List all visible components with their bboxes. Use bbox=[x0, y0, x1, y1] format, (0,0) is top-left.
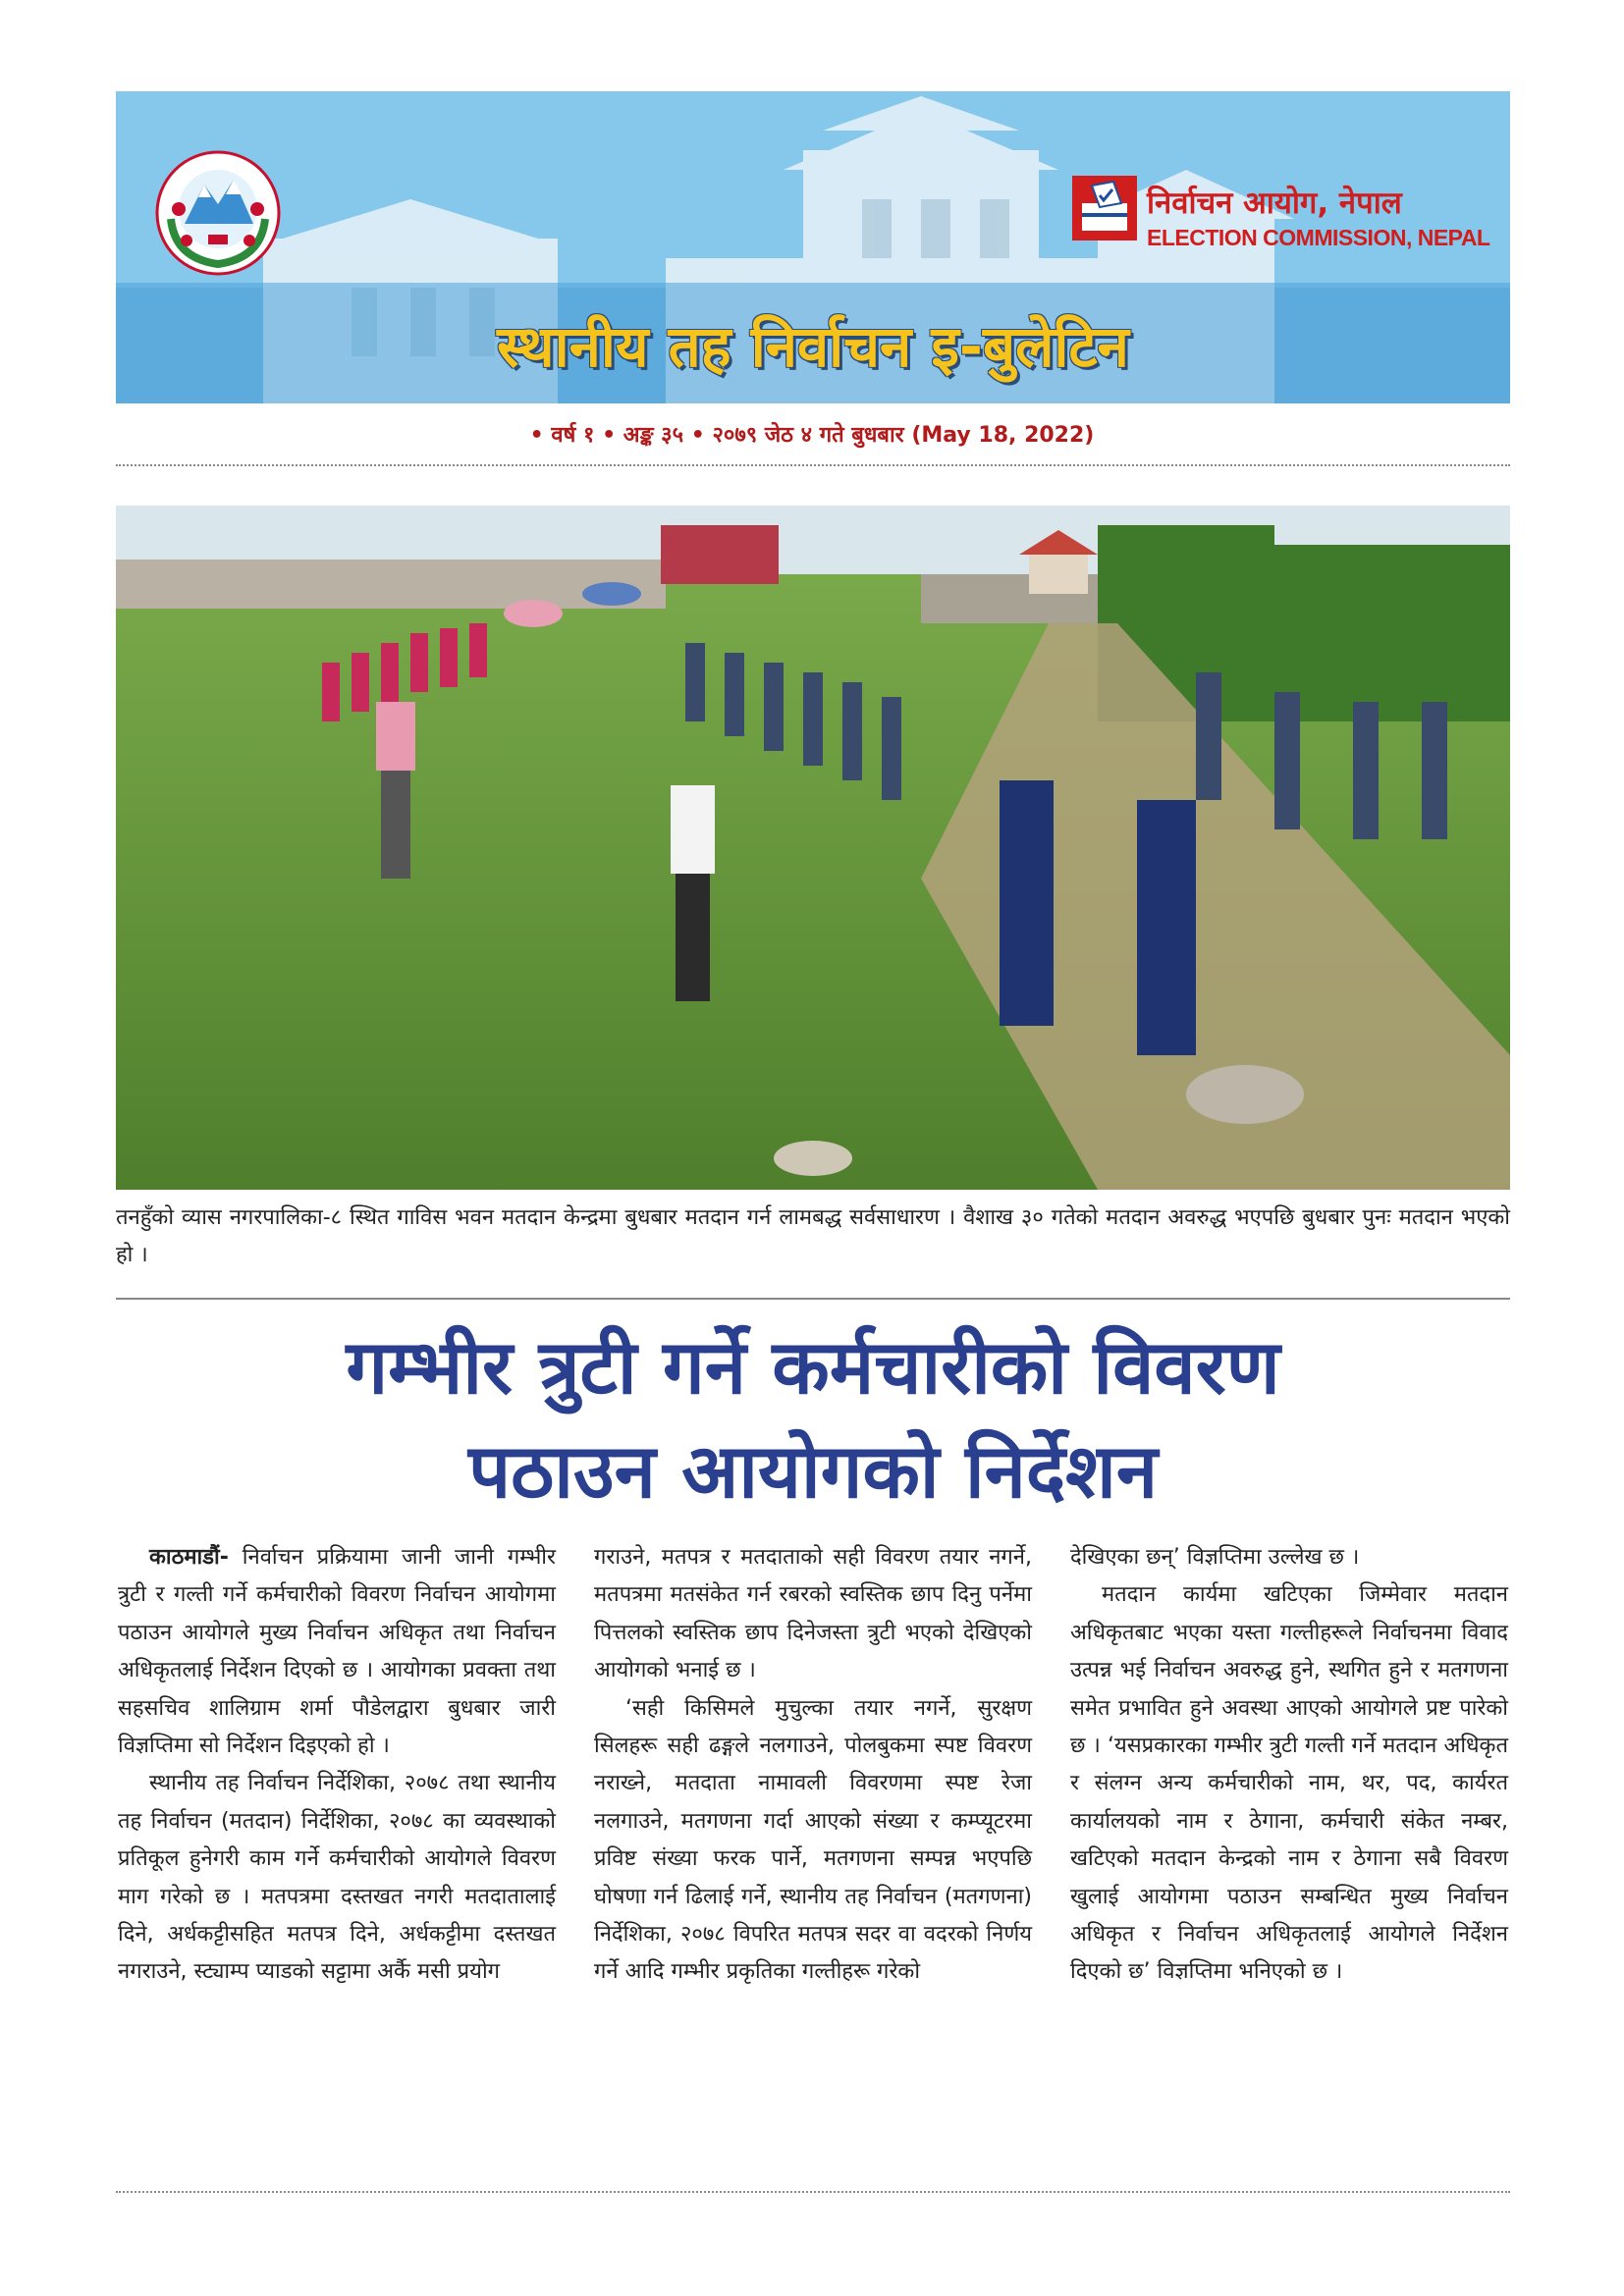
headline-line-2: पठाउन आयोगको निर्देशन bbox=[467, 1427, 1159, 1515]
divider-solid bbox=[116, 1298, 1510, 1300]
photo-caption: तनहुँको व्यास नगरपालिका-८ स्थित गाविस भवन मतदान केन्द्रमा बुधबार मतदान गर्न लामबद्ध सर्वसाधारण । वैशाख ३० गतेको मतदान अवरुद्ध भएपछि बुधबार पुनः मतदान भएको हो । bbox=[116, 1205, 1510, 1267]
dateline: काठमाडौं- bbox=[149, 1545, 229, 1570]
article-paragraph: मतदान कार्यमा खटिएका जिम्मेवार मतदान अधिकृतबाट भएका यस्ता गल्तीहरूले निर्वाचनमा विवाद उत्पन्न भई निर्वाचन अवरुद्ध हुने, स्थगित हुने र मतगणना समेत प्रभावित हुने अवस्था आएको आयोगले प्रष्ट पारेको छ । ‘यसप्रकारका गम्भीर त्रुटी गल्ती गर्ने मतदान अधिकृत र संलग्न अन्य कर्मचारीको नाम, थर, पद, कार्यरत कार्यालयको नाम र ठेगाना, कर्मचारी संकेत नम्बर, खटिएको मतदान केन्द्रको नाम र ठेगाना सबै विवरण खुलाई आयोगमा पठाउन सम्बन्धित मुख्य निर्वाचन अधिकृत र निर्वाचन अधिकृतलाई आयोगले निर्देशन दिएको छ’ विज्ञप्तिमा भनिएको छ । bbox=[1070, 1582, 1508, 1985]
article-paragraph bbox=[118, 1539, 556, 1765]
article-column-1 bbox=[118, 1539, 556, 1992]
divider-dotted-top bbox=[116, 464, 1510, 466]
main-headline bbox=[116, 1315, 1510, 1523]
article-column-2 bbox=[594, 1539, 1032, 1992]
bulletin-banner bbox=[116, 91, 1510, 403]
commission-name-nepali: निर्वाचन आयोग, नेपाल bbox=[1147, 186, 1402, 221]
article-paragraph: ‘सही किसिमले मुचुल्का तयार नगर्ने, सुरक्षण सिलहरू सही ढङ्गले नलगाउने, पोलबुकमा स्पष्ट विवरण नराख्ने, मतदाता नामावली विवरणमा स्पष्ट रेजा नलगाउने, मतगणना गर्दा आएको संख्या र कम्प्यूटरमा प्रविष्ट संख्या फरक पार्ने, मतगणना सम्पन्न भएपछि घोषणा गर्न ढिलाई गर्ने, स्थानीय तह निर्वाचन (मतगणना) निर्देशिका, २०७८ विपरित मतपत्र सदर वा वदरको निर्णय गर्ने आदि गम्भीर प्रकृतिका गल्तीहरू गरेको bbox=[594, 1695, 1032, 1985]
commission-name-english: ELECTION COMMISSION, NEPAL bbox=[1147, 225, 1490, 250]
article-paragraph: देखिएका छन्’ विज्ञप्तिमा उल्लेख छ । bbox=[1070, 1545, 1360, 1570]
election-commission-logo-icon bbox=[1070, 174, 1139, 242]
article-text: निर्वाचन प्रक्रियामा जानी जानी गम्भीर त्रुटी र गल्ती गर्ने कर्मचारीको विवरण निर्वाचन आयोगमा पठाउन आयोगले मुख्य निर्वाचन अधिकृत तथा निर्वाचन अधिकृतलाई निर्देशन दिएको छ । आयोगका प्रवक्ता तथा सहसचिव शालिग्राम शर्मा पौडेलद्वारा बुधबार जारी विज्ञप्तिमा सो निर्देशन दिइएको हो । bbox=[118, 1545, 556, 1759]
divider-dotted-bottom bbox=[116, 2191, 1510, 2193]
nepal-emblem-icon bbox=[155, 150, 281, 276]
voters-queue-photo bbox=[116, 506, 1510, 1190]
article-paragraph: स्थानीय तह निर्वाचन निर्देशिका, २०७८ तथा स्थानीय तह निर्वाचन (मतदान) निर्देशिका, २०७८ का व्यवस्थाको प्रतिकूल हुनेगरी काम गर्ने कर्मचारीको आयोगले विवरण माग गरेको छ । मतपत्रमा दस्तखत नगरी मतदातालाई दिने, अर्धकट्टीसहित मतपत्र दिने, अर्धकट्टीमा दस्तखत नगराउने, स्ट्याम्प प्याडको सट्टामा अर्कै मसी प्रयोग bbox=[118, 1771, 556, 1985]
bulletin-title: स्थानीय तह निर्वाचन इ-बुलेटिन bbox=[497, 313, 1129, 380]
issue-line: • वर्ष १ • अङ्क ३५ • २०७९ जेठ ४ गते बुधबार (May 18, 2022) bbox=[529, 423, 1095, 448]
article-column-3 bbox=[1070, 1539, 1508, 1992]
article-paragraph: गराउने, मतपत्र र मतदाताको सही विवरण तयार नगर्ने, मतपत्रमा मतसंकेत गर्न रबरको स्वस्तिक छाप दिनु पर्नेमा पित्तलको स्वस्तिक छाप दिनेजस्ता त्रुटी भएको देखिएको आयोगको भनाई छ । bbox=[594, 1545, 1032, 1683]
headline-line-1: गम्भीर त्रुटी गर्ने कर्मचारीको विवरण bbox=[346, 1323, 1280, 1411]
